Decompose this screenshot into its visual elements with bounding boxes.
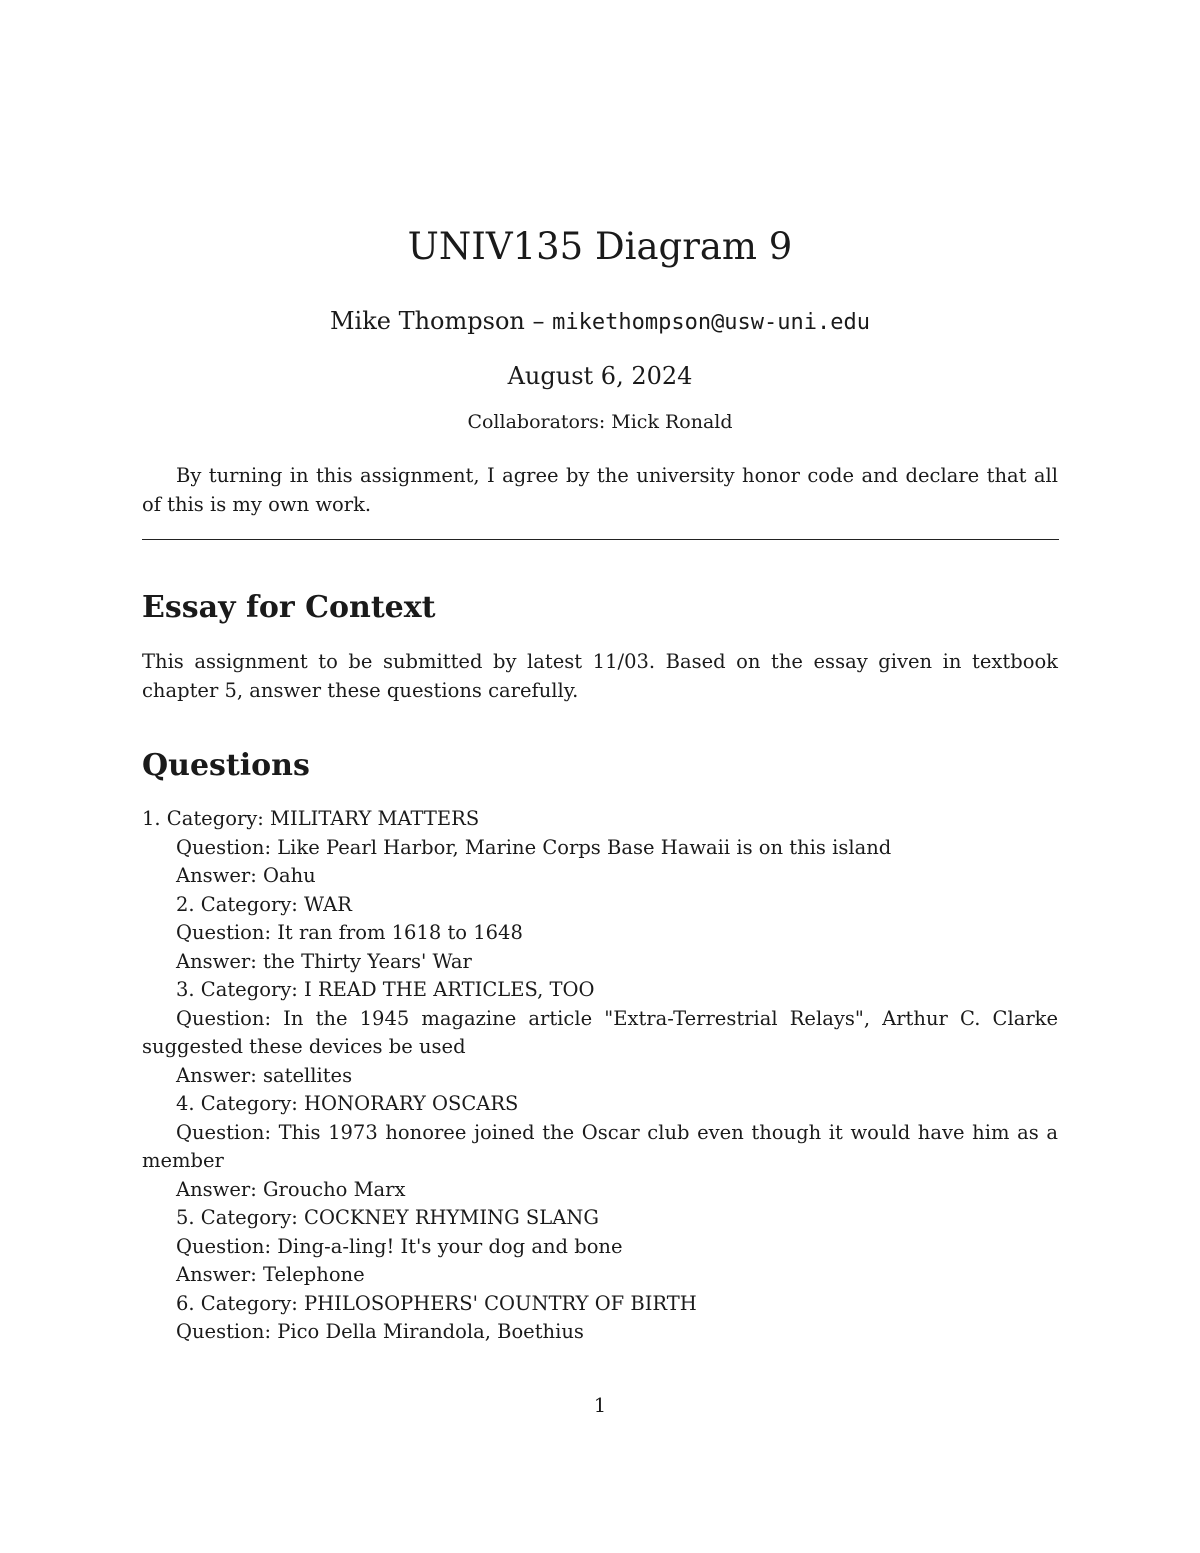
category-line: 6. Category: PHILOSOPHERS' COUNTRY OF BIRTH (176, 1291, 697, 1315)
question-line: 1. Category: MILITARY MATTERS (142, 807, 480, 830)
category-line: 4. Category: HONORARY OSCARS (176, 1092, 519, 1115)
question-line: Question: Like Pearl Harbor, Marine Corps Base Hawaii is on this island (176, 835, 892, 859)
page-number: 1 (593, 1394, 607, 1417)
category-line: 2. Category: WAR (176, 892, 352, 916)
answer-line: Answer: Telephone (176, 1263, 365, 1286)
collaborators-line: Collaborators: Mick Ronald (467, 411, 733, 433)
honor-statement: By turning in this assignment, I agree by the university honor code and declare that all of this is my own work. (142, 464, 1058, 516)
section-heading-questions: Questions (142, 748, 310, 783)
author-separator: – (524, 307, 553, 335)
answer-line: Answer: the Thirty Years' War (176, 949, 472, 973)
question-line: Question: Ding-a-ling! It's your dog and bone (176, 1234, 623, 1258)
answer-line: Answer: satellites (176, 1063, 353, 1087)
question-line: Question: This 1973 honoree joined the Oscar club even though it would have him as a member (142, 1120, 1058, 1172)
horizontal-divider (142, 539, 1059, 540)
question-line: Question: It ran from 1618 to 1648 (176, 921, 523, 944)
category-line: 3. Category: I READ THE ARTICLES, TOO (176, 978, 595, 1001)
question-line: Question: Pico Della Mirandola, Boethius (176, 1320, 584, 1343)
author-line (0, 305, 1200, 339)
author-name: Mike Thompson (329, 307, 525, 335)
author-email: mikethompson@usw-uni.edu (552, 310, 871, 335)
questions-list (142, 805, 1058, 1347)
document-title: UNIV135 Diagram 9 (407, 225, 793, 268)
section-heading-context: Essay for Context (142, 590, 436, 625)
question-line: Question: In the 1945 magazine article "Extra-Terrestrial Relays", Arthur C. Clarke suggested these devices be used (142, 1006, 1058, 1058)
category-line: 5. Category: COCKNEY RHYMING SLANG (176, 1206, 599, 1229)
answer-line: Answer: Oahu (176, 864, 316, 887)
answer-line: Answer: Groucho Marx (176, 1177, 406, 1201)
document-date: August 6, 2024 (507, 362, 693, 390)
context-paragraph: This assignment to be submitted by latest 11/03. Based on the essay given in textbook chapter 5, answer these questions carefully. (142, 650, 1058, 702)
